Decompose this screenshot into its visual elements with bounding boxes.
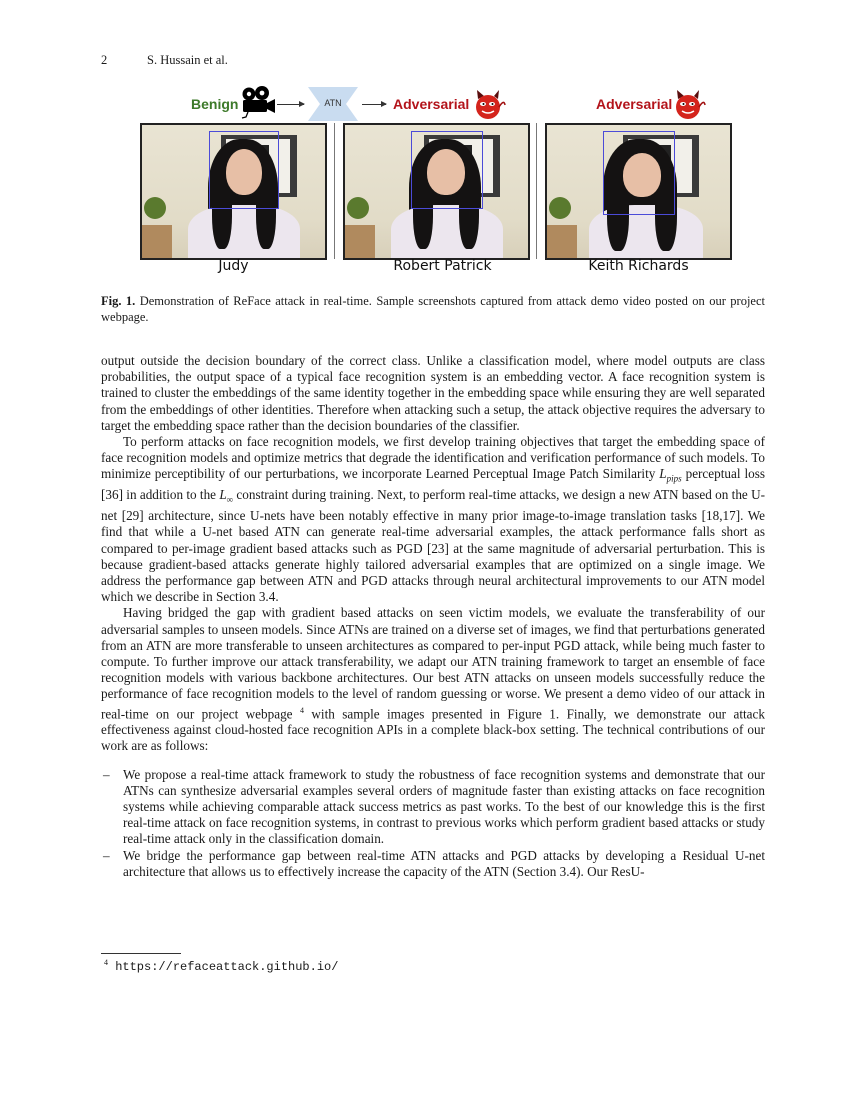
list-item: – We propose a real-time attack framework to study the robustness of face recognition systems and demonstrate that our ATNs can synthesize adversarial examples several orders of magnitude faster than existing attacks on face recognition systems while achieving comparable attack success metrics as past works. To the best of our knowledge this is the first real-time attack on face recognition systems, in contrast to previous works which perform gradient based attacks or study real-time attack only in the classification domain. [103, 766, 765, 847]
screenshot-panel-benign [140, 123, 327, 260]
atn-label: ATN [324, 98, 342, 108]
face-bounding-box [603, 131, 675, 215]
running-title: S. Hussain et al. [147, 53, 228, 67]
screenshot-panel-adversarial-2 [545, 123, 732, 260]
adversarial-label: Adversarial [393, 96, 470, 112]
panel-divider [536, 123, 537, 259]
arrow-to-adversarial [362, 104, 386, 105]
face-bounding-box [209, 131, 279, 209]
paragraph: output outside the decision boundary of the correct class. Unlike a classification model, where model outputs are class probabilities, the output space of a typical face recognition system is an embedding vector. A face recognition system is trained to cluster the embeddings of the same identity together in the embedding space while ensuring they are well separated from the embeddings of other identities. Therefore when attacking such a setup, the attack objective requires the adversary to target the embedding space rather than the decision boundaries of the classifier. [101, 353, 765, 433]
paragraph: Having bridged the gap with gradient based attacks on seen victim models, we evaluate the transferability of our adversarial samples to unseen models. Since ATNs are trained on a diverse set of images, we find that perturbations generated from an ATN are more transferable to unseen architectures as compared to per-input PGD attack, while being much faster to compute. To further improve our attack transferability, we adapt our ATN training framework to target an ensemble of face recognition models with various backbone architectures. Our best ATN attacks on unseen models successfully reduce the performance of face recognition models to the level of random guessing or worse. We present a demo video of our attack in real-time on our project webpage $^4$ with sample images presented in Figure 1. Finally, we demonstrate our attack effectiveness against cloud-hosted face recognition APIs in a complete black-box setting. The technical contributions of our work are as follows: [101, 605, 765, 754]
lpips-symbol: $L_{pips}$ [659, 466, 682, 485]
linf-symbol: $L_\infty$ [219, 487, 234, 505]
face-bounding-box [411, 131, 483, 209]
caption-label: Fig. 1. [101, 294, 136, 308]
identity-label: Robert Patrick [393, 258, 492, 274]
contributions-list [101, 767, 765, 880]
devil-icon [472, 89, 506, 121]
footnote-mark: 4 [104, 958, 108, 967]
page-number: 2 [101, 53, 108, 67]
panel-divider [334, 123, 335, 259]
devil-icon [672, 89, 706, 121]
screenshot-panel-adversarial-1 [343, 123, 530, 260]
video-camera-icon [240, 86, 276, 120]
footnote-ref[interactable]: 4 [299, 705, 304, 715]
list-item: – We bridge the performance gap between real-time ATN attacks and PGD attacks by developing a Residual U-net architecture that allows us to effectively increase the capacity of the ATN (Section 3.4). Our ResU- [103, 847, 765, 879]
identity-label: Keith Richards [588, 258, 689, 274]
figure-caption [101, 293, 765, 325]
caption-text: Demonstration of ReFace attack in real-time. Sample screenshots captured from attack demo video posted on our project webpage. [101, 294, 765, 324]
figure-1 [0, 0, 850, 290]
benign-label: Benign [191, 96, 239, 112]
identity-label: Judy [218, 258, 249, 274]
body-text [101, 353, 765, 880]
arrow-to-atn [277, 104, 304, 105]
footnote [104, 958, 338, 974]
paragraph: To perform attacks on face recognition models, we first develop training objectives that target the embedding space of face recognition models and optimize metrics that degrade the identification and verification performance of such models. To minimize perceptibility of our perturbations, we incorporate Learned Perceptual Image Patch Similarity $L_{pips}$ perceptual loss [36] in addition to the $L_\infty$ constraint during training. Next, to perform real-time attacks, we design a new ATN based on the U-net [29] architecture, since U-nets have been notably effective in many prior image-to-image translation tasks [18,17]. We find that while a U-net based ATN can generate real-time adversarial examples, the attack performance falls short as compared to per-image gradient based attacks such as PGD [23] at the same magnitude of adversarial perturbation. This is because gradient-based attacks generate highly tailored adversarial examples that are optimized on a single image. We address the performance gap between ATN and PGD attacks through neural architectural improvements to our ATN model which we describe in Section 3.4. [101, 434, 765, 605]
footnote-url-link[interactable]: https://refaceattack.github.io/ [115, 960, 339, 974]
footnote-rule [101, 953, 181, 954]
adversarial-label-2: Adversarial [596, 96, 673, 112]
